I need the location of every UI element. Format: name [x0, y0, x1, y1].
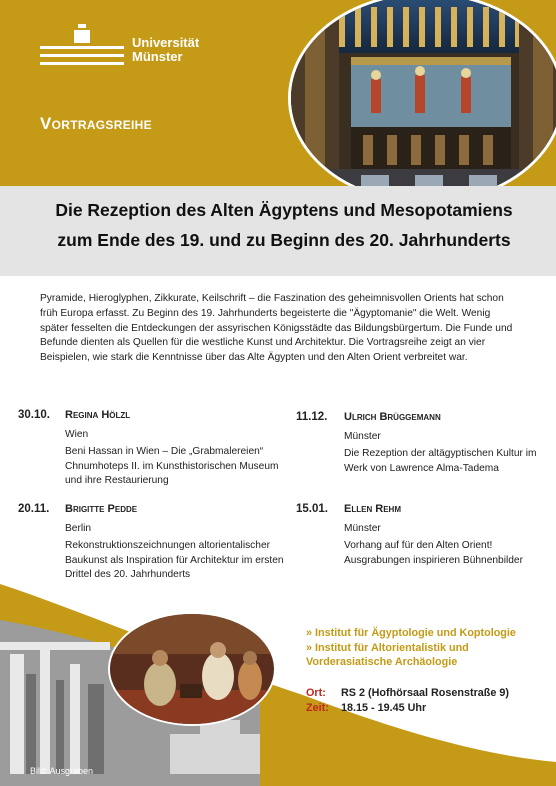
- event-speaker: Regina Hölzl: [65, 409, 131, 421]
- university-name-line1: Universität: [132, 35, 200, 50]
- event-date: 20.11.: [18, 503, 50, 515]
- event-speaker: Brigitte Pedde: [65, 503, 138, 515]
- event-place: Münster: [344, 431, 381, 442]
- event-date: 11.12.: [296, 411, 328, 423]
- event-4: [296, 502, 536, 582]
- event-place: Berlin: [65, 523, 92, 534]
- egyptian-hall-photo: [288, 0, 556, 204]
- institute-archaeology: Vorderasiatische Archäologie: [306, 656, 458, 668]
- time-value: 18.15 - 19.45 Uhr: [341, 702, 427, 714]
- location-label: Ort:: [306, 687, 326, 699]
- university-logo[interactable]: [40, 24, 210, 72]
- event-topic: Vorhang auf für den Alten Orient! Ausgrabungen inspirieren Bühnenbilder: [344, 540, 523, 566]
- time-label: Zeit:: [306, 702, 329, 714]
- university-name: [132, 36, 199, 64]
- event-3: [18, 502, 284, 582]
- image-credit: Bild: Ausgraben: [30, 766, 94, 776]
- orientalist-painting: [108, 612, 276, 726]
- series-title: [40, 114, 152, 134]
- event-topic: Die Rezeption der altägyptischen Kultur im Werk von Lawrence Alma-Tadema: [344, 448, 537, 474]
- institute-ancient-near-east: » Institut für Altorientalistik und: [306, 642, 469, 654]
- event-2: [296, 410, 536, 490]
- event-1: [18, 408, 279, 488]
- event-topic: Rekonstruktionszeichnungen altorientalischer Baukunst als Inspiration für Architektur im ersten Drittel des 20. Jahrhunderts: [65, 540, 284, 580]
- bottom-decoration: [0, 584, 556, 786]
- location-row: [306, 687, 509, 699]
- event-speaker: Ulrich Brüggemann: [344, 411, 441, 423]
- institute-egyptology: » Institut für Ägyptologie und Koptologie: [306, 627, 516, 639]
- series-title-text: Vortragsreihe: [40, 114, 152, 133]
- intro-paragraph: Pyramide, Hieroglyphen, Zikkurate, Keilschrift – die Faszination des geheimnisvollen Orients hat schon früh Europa erfasst. Zu Beginn des 19. Jahrhunderts begeisterte die "Ägyptomanie" die Welt. Wenig später fesselten die Entdeckungen der assyrischen Königsstädte das Bildungsbürgertum. Die Funde und Befunde dienten als Quellen für die westliche Kunst und Architektur. Die Vortragsreihe zeigt an vier Beispielen, wie stark die Kenntnisse über das Alte Ägypten und den Alten Orient verbreitet war.: [40, 293, 513, 364]
- event-topic: Beni Hassan in Wien – Die „Grabmalereien“ Chnumhoteps II. im Kunsthistorischen Museum und ihre Restaurierung: [65, 446, 279, 486]
- event-speaker: Ellen Rehm: [344, 503, 402, 515]
- main-title-line1: Die Rezeption des Alten Ägyptens und Mesopotamiens: [55, 200, 513, 220]
- event-place: Münster: [344, 523, 381, 534]
- location-value: RS 2 (Hofhörsaal Rosenstraße 9): [341, 687, 509, 699]
- main-title-line2: zum Ende des 19. und zu Beginn des 20. Jahrhunderts: [57, 230, 511, 250]
- time-row: [306, 702, 426, 714]
- university-name-line2: Münster: [132, 49, 183, 64]
- event-date: 15.01.: [296, 503, 328, 515]
- event-place: Wien: [65, 429, 89, 440]
- logo-mark-icon: [40, 24, 124, 68]
- event-date: 30.10.: [18, 409, 50, 421]
